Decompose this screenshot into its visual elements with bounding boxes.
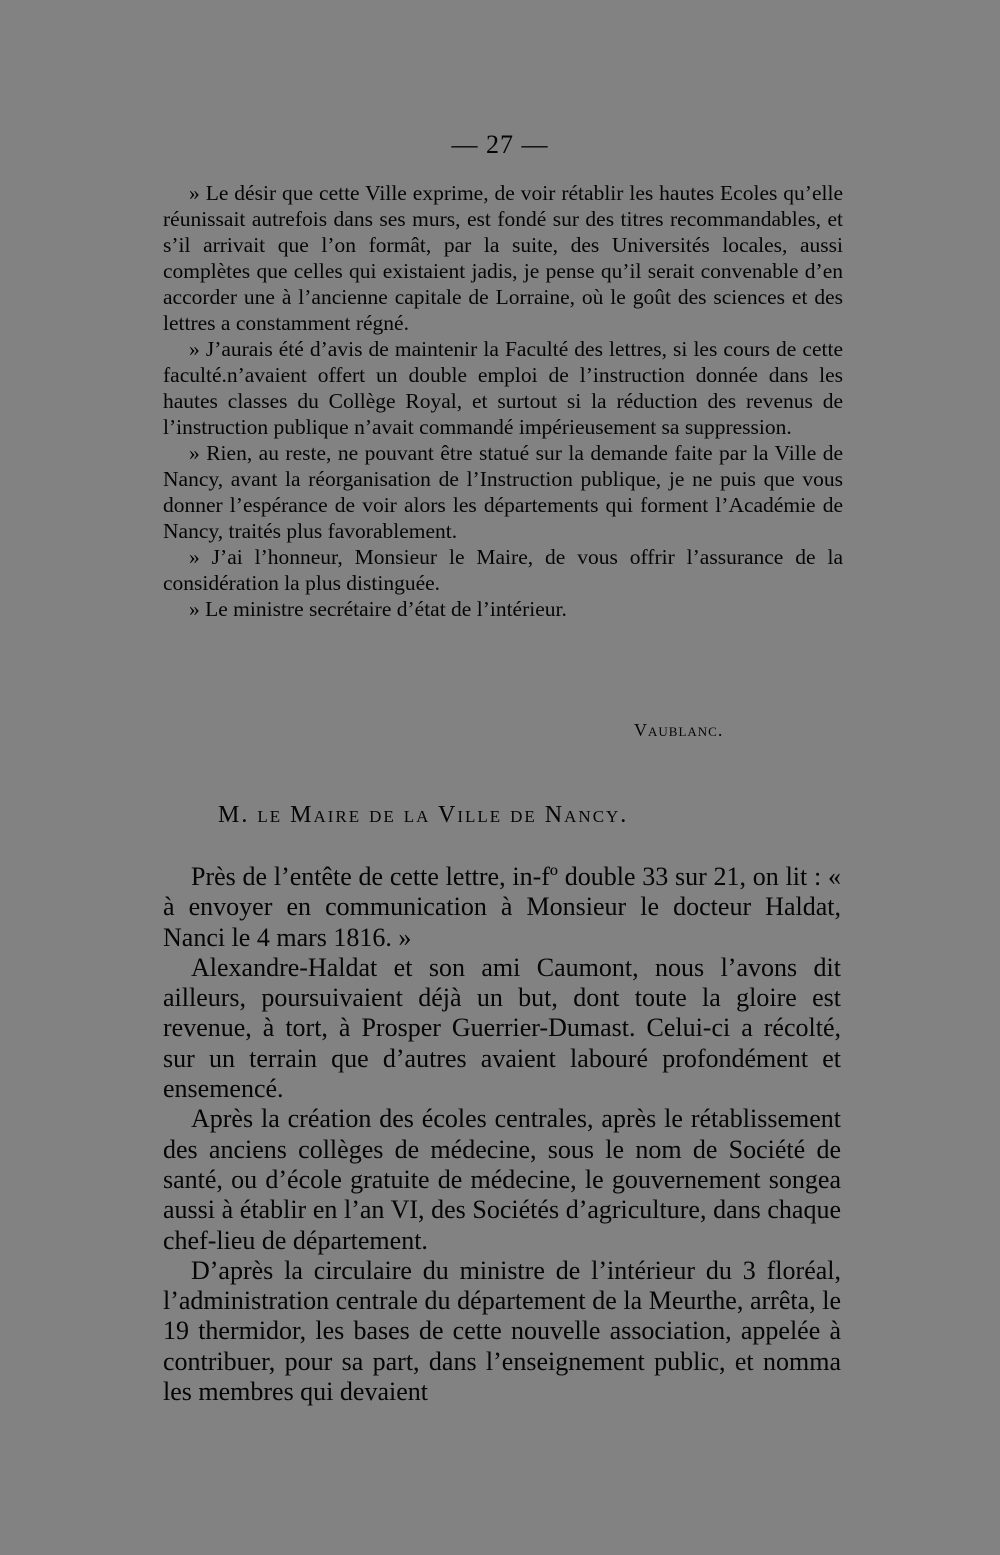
body-paragraph: Près de l’entête de cette lettre, in-fº double 33 sur 21, on lit : « à envoyer en communication à Monsieur le docteur Haldat, Nanci le 4 mars 1816. » — [163, 862, 841, 952]
letter-paragraph: » J’aurais été d’avis de maintenir la Faculté des lettres, si les cours de cette faculté.n’avaient offert un double emploi de l’instruction donnée dans les hautes classes du Collège Royal, et surtout si la réduction des revenus de l’instruction publique n’avait commandé impérieusement sa suppression. — [163, 337, 843, 439]
page-number: — 27 — — [451, 130, 549, 159]
body-paragraph: D’après la circulaire du ministre de l’intérieur du 3 floréal, l’administration centrale du département de la Meurthe, arrêta, le 19 thermidor, les bases de cette nouvelle association, appelée à contribuer, pour sa part, dans l’enseignement public, et nomma les membres qui devaient — [163, 1255, 841, 1407]
letter-signature: Vaublanc. — [634, 720, 724, 740]
letter-paragraph: » Le ministre secrétaire d’état de l’intérieur. — [189, 597, 567, 621]
letter-paragraph: » Le désir que cette Ville exprime, de voir rétablir les hautes Ecoles qu’elle réunissait autrefois dans ses murs, est fondé sur des titres recommandables, et s’il arrivait que l’on formât, par la suite, des Universités locales, aussi complètes que celles qui existaient jadis, je pense qu’il serait convenable d’en accorder une à l’ancienne capitale de Lorraine, où le goût des sciences et des lettres a constamment régné. — [163, 181, 843, 335]
letter-paragraph: » J’ai l’honneur, Monsieur le Maire, de vous offrir l’assurance de la considération la plus distinguée. — [163, 545, 843, 595]
letter-paragraph: » Rien, au reste, ne pouvant être statué sur la demande faite par la Ville de Nancy, avant la réorganisation de l’Instruction publique, je ne puis que vous donner l’espérance de voir alors les départements qui forment l’Académie de Nancy, traités plus favorablement. — [163, 441, 843, 543]
body-paragraph: Alexandre-Haldat et son ami Caumont, nous l’avons dit ailleurs, poursuivaient déjà un but, dont toute la gloire est revenue, à tort, à Prosper Guerrier-Dumast. Celui-ci a récolté, sur un terrain que d’autres avaient labouré profondément et ensemencé. — [163, 952, 841, 1104]
body-paragraph: Après la création des écoles centrales, après le rétablissement des anciens collèges de médecine, sous le nom de Société de santé, ou d’école gratuite de médecine, le gouvernement songea aussi à établir en l’an VI, des Sociétés d’agriculture, dans chaque chef-lieu de département. — [163, 1104, 841, 1255]
main-text — [163, 862, 841, 1407]
quoted-letter — [163, 180, 843, 622]
letter-addressee: M. le Maire de la Ville de Nancy. — [218, 802, 629, 828]
